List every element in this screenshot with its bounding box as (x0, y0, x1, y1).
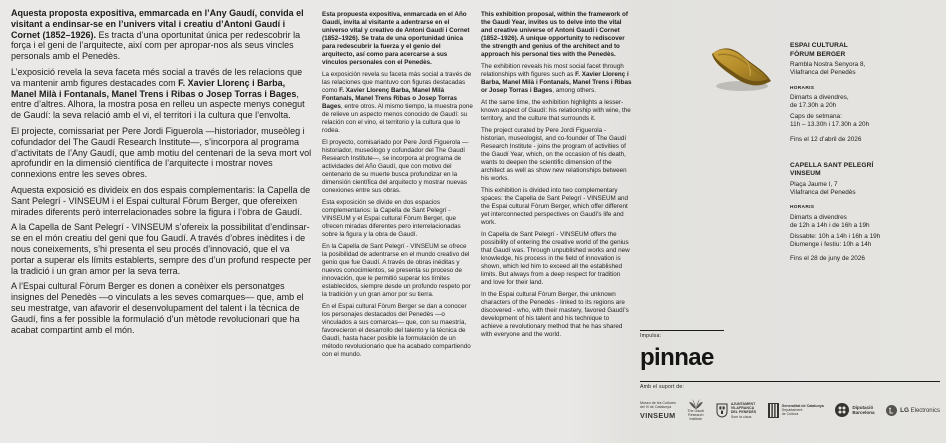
venue-name-line: VINSEUM (790, 170, 821, 178)
text-segment: , among others. (552, 87, 597, 94)
text-segment: This exhibition proposal, within the framework of the Gaudí Year, invites us to delve into the vital and creative universe of Antoni Gaudí i Cornet (1852–1926). A unique opportunity to rediscover the strength and genius of the architect and to approach his personal ties with the Penedès. (481, 11, 628, 58)
paragraph (481, 291, 632, 339)
paragraph (322, 243, 473, 299)
lg-bold: LG (900, 406, 909, 414)
logo-caption: Research (688, 413, 704, 418)
text-segment: L’exposició revela la seva faceta més social a través de les relacions que va mantenir amb figures destacades com (11, 66, 303, 88)
text-segment: F. Xavier Llorenç i Barba, Manel Milà i Fontanals, Manel Trens i Ribas o Josep Torras i Bages (11, 77, 297, 99)
venue-capella-vinseum (790, 162, 940, 264)
text-segment: The exhibition reveals his most social facet through relationships with figures such as (481, 63, 624, 78)
hours-line: Caps de setmana: (790, 113, 842, 121)
text-segment: En la Capella de Sant Pelegrí - VINSEUM se ofrece la posibilidad de adentrarse en el mundo creativo del genio que fue Gaudí. A través de obras inéditas y nuevos conocimientos, se presenta su proceso de innovación, que le permitió superar los límites establecidos, siempre desde un profundo respeto por la tradición y un gran amor por su tierra. (322, 243, 471, 298)
supporters-label: Amb el suport de: (640, 384, 685, 390)
supporters-block (640, 381, 940, 422)
paragraph (322, 11, 473, 67)
text-segment: F. Xavier Llorenç i Barba, Manel Milà i Fontanals, Manel Trens i Ribas or Josep Torras i Bages (481, 71, 632, 94)
text-segment: , entre d’altres. Alhora, la mostra posa en relleu un aspecte menys conegut de Gaudí: la seva relació amb el vi, el territori i la cultura que l’envolta. (11, 88, 305, 121)
hours-line: Dimarts a divendres, (790, 93, 849, 101)
paragraph (11, 222, 313, 276)
hours-line: 11h – 13.30h i 17.30h a 20h (790, 121, 870, 129)
text-segment: This exhibition is divided into two complementary spaces: the Capella de Sant Pelegrí - VINSEUM and the Espai cultural Fòrum Berger, which offer different yet interconnected perspectives on Gaudí's life and work. (481, 187, 629, 226)
logo-caption: Generalitat de Catalunya (781, 403, 824, 408)
venue-info-sidebar (790, 42, 940, 282)
palm-fan-icon (688, 399, 704, 409)
logo-caption: Museu de les Cultures (640, 401, 676, 406)
gaudi-research-institute-logo (687, 399, 704, 422)
hours-line: Dissabte: 10h a 14h i 16h a 19h (790, 233, 881, 241)
address-line: Vilafranca del Penedès (790, 69, 856, 77)
text-segment: El proyecto, comisariado por Pere Jordi Figuerola —historiador, museólogo y cofundador del The Gaudí Research Institute—, se incorpora al programa de actividades del Año Gaudí, que con motivo del centenario de su muerte busca profundizar en la dimensión científica del arquitecto y mostrar nuevas conexiones entre sus obras. (322, 139, 469, 194)
paragraph (11, 126, 313, 180)
column-english (481, 11, 632, 343)
text-segment: La exposición revela su faceta más social a través de las relaciones que mantuvo con figuras destacadas como (322, 71, 472, 94)
lg-rest: Electronics (908, 407, 940, 414)
paragraph (11, 281, 313, 335)
paragraph (481, 63, 632, 95)
text-segment: Esta propuesta expositiva, enmarcada en el Año Gaudí, invita al visitante a adentrarse en el universo vital y creativo de Antoni Gaudí i Cornet (1852–1926). Se trata de una oportunidad única para redescubrir la fuerza y el genio del arquitecto, así como para acercarse a sus vínculos personales con el Penedès. (322, 11, 470, 66)
column-spanish (322, 11, 473, 363)
logo-caption: AJUNTAMENT (730, 401, 756, 406)
paragraph (11, 67, 313, 121)
generalitat-catalunya-logo (768, 403, 824, 418)
logo-caption: VILAFRANCA (730, 406, 755, 411)
hours-label: HORARIS (790, 85, 815, 91)
vinseum-logo (640, 401, 676, 419)
hours-weekend (790, 113, 940, 129)
lg-electronics-logo (886, 405, 940, 416)
text-segment: Aquesta exposició es divideix en dos espais complementaris: la Capella de Sant Pelegrí - VINSEUM i el Espai cultural Fòrum Berger, que ofereixen mirades diferents però interrelacionades sobre la figura i l’obra de Gaudí. (11, 184, 311, 217)
logo-caption: Institute (689, 417, 703, 422)
paragraph (11, 185, 313, 217)
hours-weekdays (790, 214, 940, 230)
supporter-logos-row (640, 399, 940, 422)
diputacio-dots-icon (835, 403, 849, 417)
logo-caption: Barcelona (852, 410, 875, 416)
paragraph (11, 8, 313, 62)
hours-weekend (790, 233, 940, 249)
text-segment: The project curated by Pere Jordi Figuerola - historian, museologist, and co-founder of The Gaudí Research Institute - joins the program of activities of the Gaudí Year, which, on the occasion of his death, wants to deepen the scientific dimension of the architect as well as show new relationships between his works. (481, 127, 627, 182)
text-segment: In Capella de Sant Pelegrí - VINSEUM offers the possibility of entering the creative world of the genius that Gaudí was. Through unpublished works and new knowledge, his process in the field of innovation is shown, which led him to exceed all the established limits. But always from a deep respect for tradition and love for their land. (481, 231, 630, 286)
text-segment: Aquesta proposta expositiva, emmarcada en l’Any Gaudí, convida el visitant a endinsar-se en l’univers vital i creatiu d’Antoni Gaudí i Cornet (1852–1926). (11, 8, 304, 40)
text-segment: A la Capella de Sant Pelegrí - VINSEUM s’ofereix la possibilitat d’endinsar-se en el món creatiu del geni que fou Gaudí. A través d’obres inèdites i de nous coneixements, s’hi presenta el seu procés d’innovació, que el va portar a superar els límits establerts, sempre des d’un profund respecte per la tradició i un gran amor per la seva terra. (11, 222, 312, 276)
paragraph (481, 11, 632, 59)
venue-address (790, 181, 940, 197)
venue-name-line: FÒRUM BERGER (790, 50, 846, 58)
address-line: Plaça Jaume I, 7 (790, 181, 838, 188)
senyera-bars-icon (768, 403, 779, 418)
logo-caption: del Vi de Catalunya (640, 405, 672, 410)
text-segment: F. Xavier Llorenç Barba, Manel Milà Fontanals, Manel Trens Ribas o Josep Torras Bages (322, 87, 457, 110)
exhibition-end-date: Fins el 28 de juny de 2026 (790, 255, 865, 263)
venue-address (790, 61, 940, 77)
exhibition-end-date: Fins el 12 d’abril de 2026 (790, 135, 862, 143)
crest-icon (716, 403, 728, 418)
paragraph (322, 303, 473, 359)
paragraph (322, 71, 473, 135)
text-segment: En el Espai cultural Fòrum Berger se dan a conocer los personajes destacados del Penedès —o vinculados a sus comarcas— que, con su maestría, favorecieron el desarrollo del talento y la técnica de Gaudí, hasta hacer posible la formulación de un método revolucionario que ha acabado compartiendo con el mundo. (322, 303, 471, 358)
venue-name-line: ESPAI CULTURAL (790, 42, 848, 49)
vinseum-wordmark: VINSEUM (640, 410, 676, 420)
address-line: Rambla Nostra Senyora 8, (790, 61, 866, 69)
logo-caption: Diputació (852, 405, 874, 411)
divider (640, 381, 940, 382)
logo-caption: Som la claus (730, 414, 752, 419)
hours-line: de 12h a 14h i de 16h a 19h (790, 221, 870, 229)
hours-weekdays (790, 94, 940, 110)
paragraph (481, 99, 632, 123)
text-segment: A l’Espai cultural Fòrum Berger es donen a conèixer els personatges insignes del Penedès —o vinculats a les seves comarques— que, amb el seu mestratge, van afavorir el desenvolupament del talent i la tècnica de Gaudí, fins a fer possible la formulació d’un mètode revolucionari que ha acabat compartint amb el món. (11, 281, 304, 335)
venue-name-line: CAPELLA SANT PELEGRÍ (790, 161, 874, 169)
text-segment: In the Espai cultural Fòrum Berger, the unknown characters of the Penedès - linked to its regions are discovered - who, with their mastery, favored Gaudí's development of his talent and his technique to achieve a revolutionary method that he has shared with everyone and the world. (481, 291, 629, 338)
hours-line: de 17.30h a 20h (790, 102, 837, 109)
text-segment: Es tracta d’una oportunitat única per redescobrir la força i el geni de l’arquitecte, així com per apropar-nos als seus vincles personals amb el Penedès. (11, 29, 301, 62)
logo-caption: DEL PENEDÈS (730, 410, 757, 415)
venue-forum-berger (790, 42, 940, 144)
venue-name (790, 42, 940, 59)
promoter-label: Impulsa: (640, 333, 662, 339)
text-segment: At the same time, the exhibition highlights a lesser-known aspect of Gaudí: his relationship with wine, the territory, and the culture that surrounds it. (481, 99, 631, 122)
venue-name (790, 162, 940, 179)
paragraph (481, 187, 632, 227)
lg-face-icon (886, 405, 897, 416)
paragraph (322, 139, 473, 195)
text-segment: El projecte, comissariat per Pere Jordi Figuerola —historiador, museòleg i cofundador del The Gaudí Research Institute—, s’incorpora al programa d’activitats de l’Any Gaudí, que amb motiu del centenari de la seva mort vol aprofundir en la dimensió científica de l’arquitecte i mostrar noves connexions entre les seves obres. (11, 125, 312, 180)
pinnae-logo: pinnae (640, 344, 714, 371)
lg-wordmark (900, 407, 940, 414)
gold-leaf-image (698, 36, 780, 98)
logo-caption: de Cultura (781, 412, 799, 417)
diputacio-barcelona-logo (835, 403, 874, 417)
divider (640, 330, 724, 331)
address-line: Vilafranca del Penedès (790, 189, 856, 197)
ajuntament-vilafranca-logo (716, 402, 756, 419)
logo-caption: The Gaudí (687, 409, 705, 413)
promoter-block (640, 330, 736, 372)
paragraph (322, 199, 473, 239)
text-segment: , entre otros. Al mismo tiempo, la muestra pone de relieve un aspecto menos conocido de Gaudí: su relación con el vino, el territorio y la cultura que lo rodea. (322, 103, 473, 134)
paragraph (481, 127, 632, 183)
logo-caption: Departament (781, 408, 803, 413)
paragraph (481, 231, 632, 287)
hours-line: Dimarts a divendres (790, 213, 847, 221)
hours-label: HORARIS (790, 205, 815, 211)
hours-line: Diumenge i festiu: 10h a 14h (790, 241, 872, 249)
text-segment: Esta exposición se divide en dos espacios complementarios: la Capella de Sant Pelegrí - VINSEUM y el Espai cultural Fòrum Berger, que ofrecen miradas diferentes pero interrelacionadas sobre la figura y la obra de Gaudí. (322, 199, 461, 238)
column-catalan (11, 8, 313, 340)
